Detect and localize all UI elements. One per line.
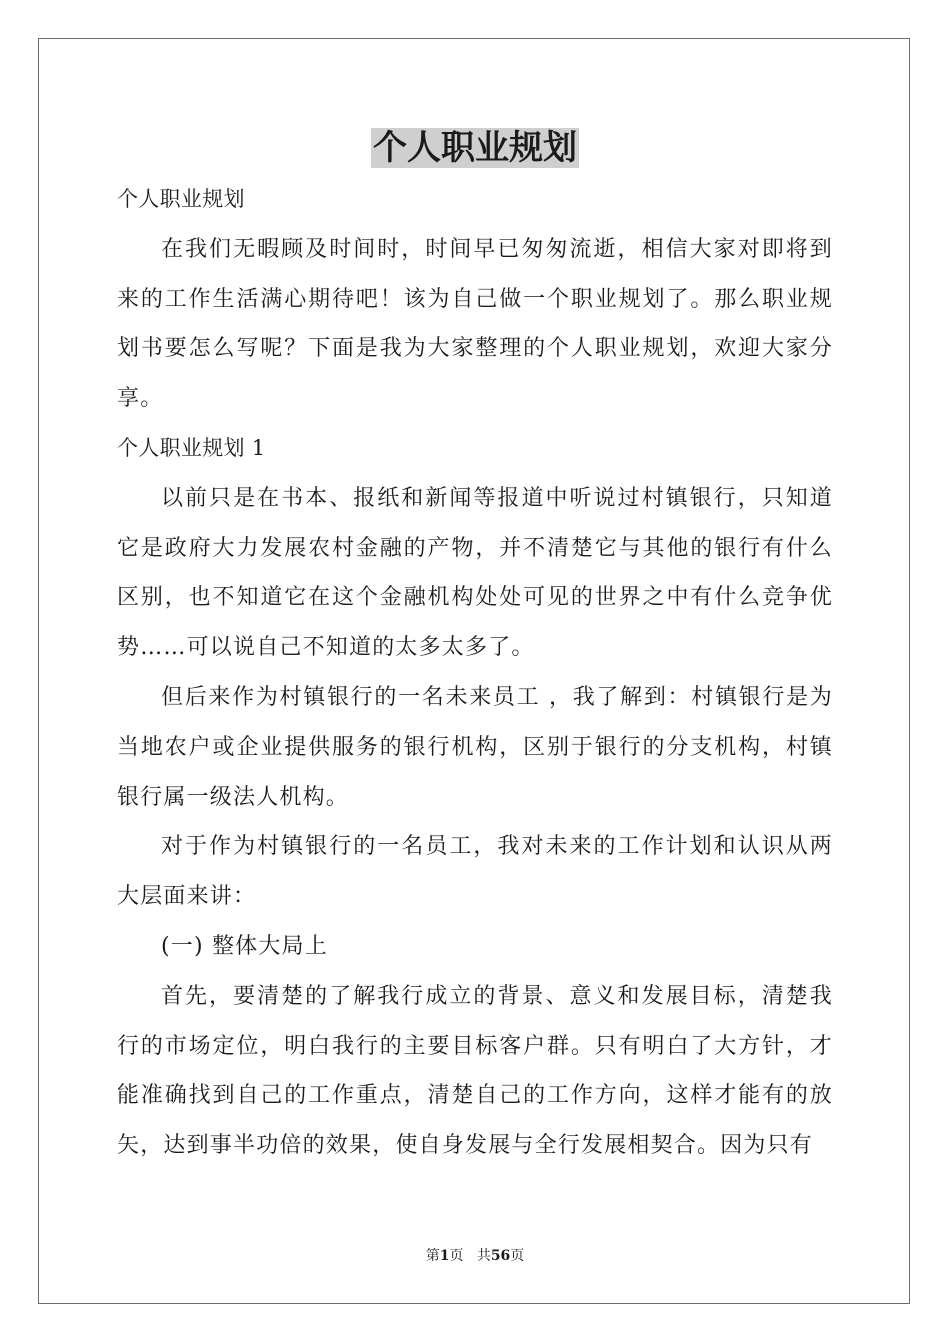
subtitle-paragraph: 个人职业规划 [117,187,245,211]
current-page-number: 1 [439,1248,450,1264]
intro-paragraph: 在我们无暇顾及时间时，时间早已匆匆流逝，相信大家对即将到来的工作生活满心期待吧！该为自己做一个职业规划了。那么职业规划书要怎么写呢？下面是我为大家整理的个人职业规划，欢迎大家分享。 [117,236,833,412]
page-unit: 页 [449,1248,464,1264]
document-title-text: 个人职业规划 [373,128,577,168]
section-heading: 个人职业规划 1 [117,435,266,460]
page-prefix: 第 [425,1248,440,1264]
document-title [0,124,950,172]
total-prefix: 共 [476,1248,491,1264]
subsection-heading: (一) 整体大局上 [161,933,328,959]
body-paragraph: 对于作为村镇银行的一名员工，我对未来的工作计划和认识从两大层面来讲： [117,834,833,910]
body-paragraph: 但后来作为村镇银行的一名未来员工 ，我了解到：村镇银行是为当地农户或企业提供服务的银行机构，区别于银行的分支机构，村镇银行属一级法人机构。 [117,684,833,810]
total-unit: 页 [510,1248,525,1264]
page-footer [0,1246,950,1266]
total-page-number: 56 [490,1248,511,1264]
body-paragraph: 首先，要清楚的了解我行成立的背景、意义和发展目标，清楚我行的市场定位，明白我行的主要目标客户群。只有明白了大方针，才能准确找到自己的工作重点，清楚自己的工作方向，这样才能有的放矢，达到事半功倍的效果，使自身发展与全行发展相契合。因为只有 [117,983,833,1159]
body-paragraph: 以前只是在书本、报纸和新闻等报道中听说过村镇银行，只知道它是政府大力发展农村金融的产物，并不清楚它与其他的银行有什么区别，也不知道它在这个金融机构处处可见的世界之中有什么竞争优势……可以说自己不知道的太多太多了。 [117,485,833,661]
document-body [117,175,833,1171]
